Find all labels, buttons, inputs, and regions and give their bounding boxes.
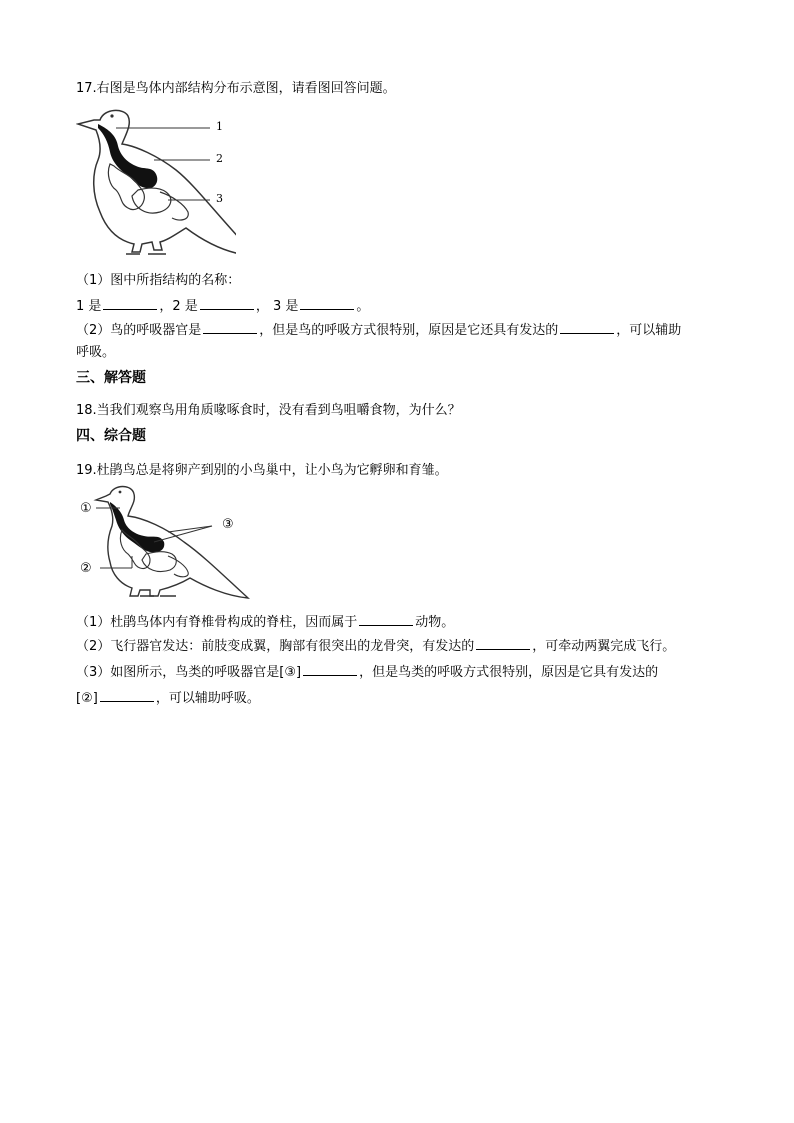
answer-blank-3[interactable] xyxy=(300,296,354,310)
figure2-label-1: ① xyxy=(80,501,92,516)
q17-sub1-p3: ， 3 是 xyxy=(255,299,299,314)
figure1-label-2: 2 xyxy=(216,152,223,165)
answer-blank-2[interactable] xyxy=(200,296,254,310)
section-3-title: 三、解答题 xyxy=(76,370,146,386)
figure2-label-3: ③ xyxy=(222,517,234,532)
q19-sub2-p1: （2）飞行器官发达：前肢变成翼，胸部有很突出的龙骨突，有发达的 xyxy=(76,639,475,654)
q17-sub2-p2: ，但是鸟的呼吸方式很特别，原因是它还具有发达的 xyxy=(259,323,559,338)
answer-blank-pectoral-muscle[interactable] xyxy=(476,636,530,650)
bird-internal-structure-figure-2 xyxy=(80,484,250,600)
q19-sub2-p2: ，可牵动两翼完成飞行。 xyxy=(532,639,676,654)
q17-sub2-p3: ，可以辅助 xyxy=(616,323,682,338)
q17-sub2-p1: （2）鸟的呼吸器官是 xyxy=(76,323,202,338)
q17-sub1-p1: 1 是 xyxy=(76,299,102,314)
q19-sub3-cont xyxy=(76,688,260,708)
section-4-title: 四、综合题 xyxy=(76,428,146,444)
answer-blank-vertebrate[interactable] xyxy=(359,612,413,626)
answer-blank-1[interactable] xyxy=(103,296,157,310)
q17-sub1: （1）图中所指结构的名称： xyxy=(76,273,241,288)
q19-sub1-p1: （1）杜鹃鸟体内有脊椎骨构成的脊柱，因而属于 xyxy=(76,615,358,630)
q19-sub3-p1: （3）如图所示，鸟类的呼吸器官是[③] xyxy=(76,665,302,680)
q18-stem: 18.当我们观察鸟用角质喙啄食时，没有看到鸟咀嚼食物，为什么？ xyxy=(76,403,461,418)
figure1-label-1: 1 xyxy=(216,120,223,133)
q19-sub3-cont-p2: ，可以辅助呼吸。 xyxy=(155,691,260,706)
answer-blank-air-sacs[interactable] xyxy=(100,688,154,702)
q19-sub1-p2: 动物。 xyxy=(415,615,455,630)
figure2-label-2: ② xyxy=(80,561,92,576)
q17-sub2 xyxy=(76,320,681,340)
answer-blank-respiratory-organ[interactable] xyxy=(203,320,257,334)
q19-sub3 xyxy=(76,662,658,682)
q19-stem: 19.杜鹃鸟总是将卵产到别的小鸟巢中，让小鸟为它孵卵和育雏。 xyxy=(76,463,448,478)
q17-sub1-answers xyxy=(76,296,369,316)
q19-sub1 xyxy=(76,612,454,632)
q17-sub2-cont: 呼吸。 xyxy=(76,345,116,360)
q19-sub3-p2: ，但是鸟类的呼吸方式很特别，原因是它具有发达的 xyxy=(359,665,659,680)
answer-blank-lungs[interactable] xyxy=(303,662,357,676)
answer-blank-air-sac[interactable] xyxy=(560,320,614,334)
q17-sub1-p2: ，2 是 xyxy=(159,299,198,314)
q17-stem: 17.右图是鸟体内部结构分布示意图，请看图回答问题。 xyxy=(76,81,396,96)
figure1-label-3: 3 xyxy=(216,192,223,205)
q19-sub3-cont-p1: [②] xyxy=(76,691,98,706)
q19-sub2 xyxy=(76,636,675,656)
bird-internal-structure-figure-1 xyxy=(76,104,236,260)
q17-sub1-p4: 。 xyxy=(356,299,370,314)
